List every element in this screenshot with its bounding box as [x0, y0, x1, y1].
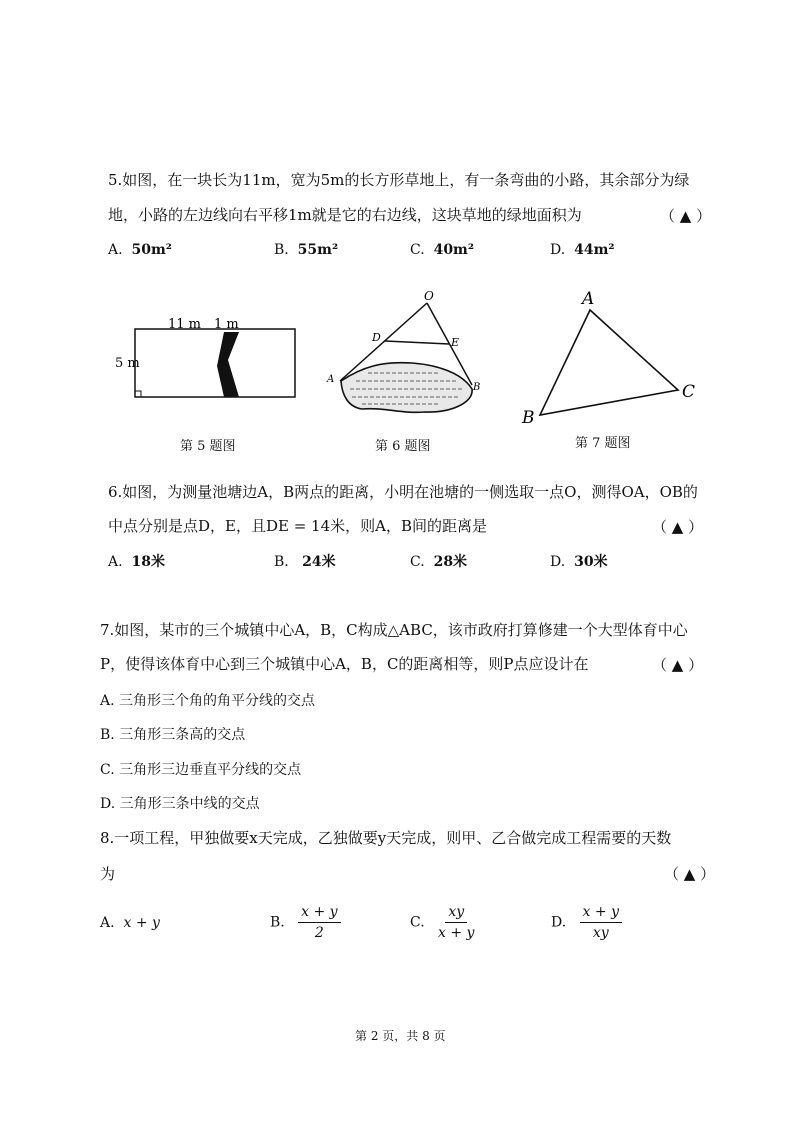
right-angle-mark	[135, 391, 141, 397]
point-e-label: E	[451, 336, 460, 349]
point-a-label: A	[327, 374, 335, 385]
point-d-label: D	[372, 331, 381, 344]
q5-option-a: A. 50m²	[108, 242, 172, 258]
fraction-b: $\frac{x + y}{2}$	[298, 904, 340, 941]
page-footer: 第 2 页，共 8 页	[355, 1029, 446, 1043]
path-width-label: 1 m	[214, 317, 239, 332]
point-b-label: B	[473, 382, 481, 393]
lawn-rectangle	[135, 329, 295, 397]
segment-de	[385, 341, 449, 344]
q5-option-b: B. 55m²	[274, 242, 339, 258]
figure-7	[521, 289, 695, 428]
q6-option-d: D. 30米	[550, 554, 608, 570]
vertex-a-label: A	[582, 289, 595, 309]
q6-line2: 中点分别是点D，E，且DE = 14米，则A，B间的距离是	[108, 517, 488, 535]
q7-option-c: C. 三角形三边垂直平分线的交点	[100, 762, 302, 778]
q6-option-c: C. 28米	[410, 554, 468, 570]
q5-line2: 地，小路的左边线向右平移1m就是它的右边线，这块草地的绿地面积为	[108, 206, 582, 224]
q5-answer-mark: （ ▲ ）	[660, 207, 712, 225]
figure-5	[115, 317, 295, 397]
figure-5-caption: 第 5 题图	[180, 439, 236, 454]
q8-answer-mark: （ ▲ ）	[664, 865, 716, 883]
width-label: 5 m	[115, 356, 140, 371]
q6-option-a: A. 18米	[108, 554, 165, 570]
figure-6	[326, 289, 480, 412]
q7-option-d: D. 三角形三条中线的交点	[100, 796, 260, 812]
winding-path	[217, 332, 239, 397]
q6-answer-mark: （ ▲ ）	[652, 518, 704, 536]
q7-option-a: A. 三角形三个角的角平分线的交点	[100, 693, 316, 709]
figure-6-caption: 第 6 题图	[375, 439, 431, 454]
q7-line2: P，使得该体育中心到三个城镇中心A，B，C的距离相等，则P点应设计在	[100, 655, 589, 673]
q8-option-d: D. $\frac{x + y}{xy}$	[551, 904, 622, 941]
length-label: 11 m	[168, 317, 202, 332]
vertex-c-label: C	[682, 382, 696, 402]
point-o-label: O	[424, 289, 434, 303]
q7-line1: 7.如图，某市的三个城镇中心A，B，C构成△ABC，该市政府打算修建一个大型体育中心	[100, 621, 688, 639]
q8-option-c: C. $\frac{xy}{x + y}$	[410, 904, 475, 941]
q6-line1: 6.如图，为测量池塘边A，B两点的距离，小明在池塘的一侧选取一点O，测得OA，OB的	[108, 483, 698, 501]
vertex-b-label: B	[522, 408, 535, 428]
q5-option-c: C. 40m²	[410, 242, 475, 258]
q5-line1: 5.如图，在一块长为11m，宽为5m的长方形草地上，有一条弯曲的小路，其余部分为绿	[108, 171, 690, 189]
q7-option-b: B. 三角形三条高的交点	[100, 727, 246, 743]
figure-7-caption: 第 7 题图	[575, 436, 631, 451]
q6-option-b: B. 24米	[274, 554, 336, 570]
figures-row	[100, 285, 720, 455]
q8-line2: 为	[100, 865, 116, 883]
pond	[341, 363, 472, 413]
q7-answer-mark: （ ▲ ）	[652, 656, 704, 674]
q8-option-b: B. $\frac{x + y}{2}$	[270, 904, 341, 941]
q8-line1: 8.一项工程，甲独做要x天完成，乙独做要y天完成，则甲、乙合做完成工程需要的天数	[100, 829, 672, 847]
fraction-c: $\frac{xy}{x + y}$	[438, 904, 475, 941]
q5-option-d: D. 44m²	[550, 242, 615, 258]
q8-option-a: A. x + y	[100, 915, 160, 931]
fraction-d: $\frac{x + y}{xy}$	[580, 904, 622, 941]
triangle-abc	[540, 310, 678, 415]
